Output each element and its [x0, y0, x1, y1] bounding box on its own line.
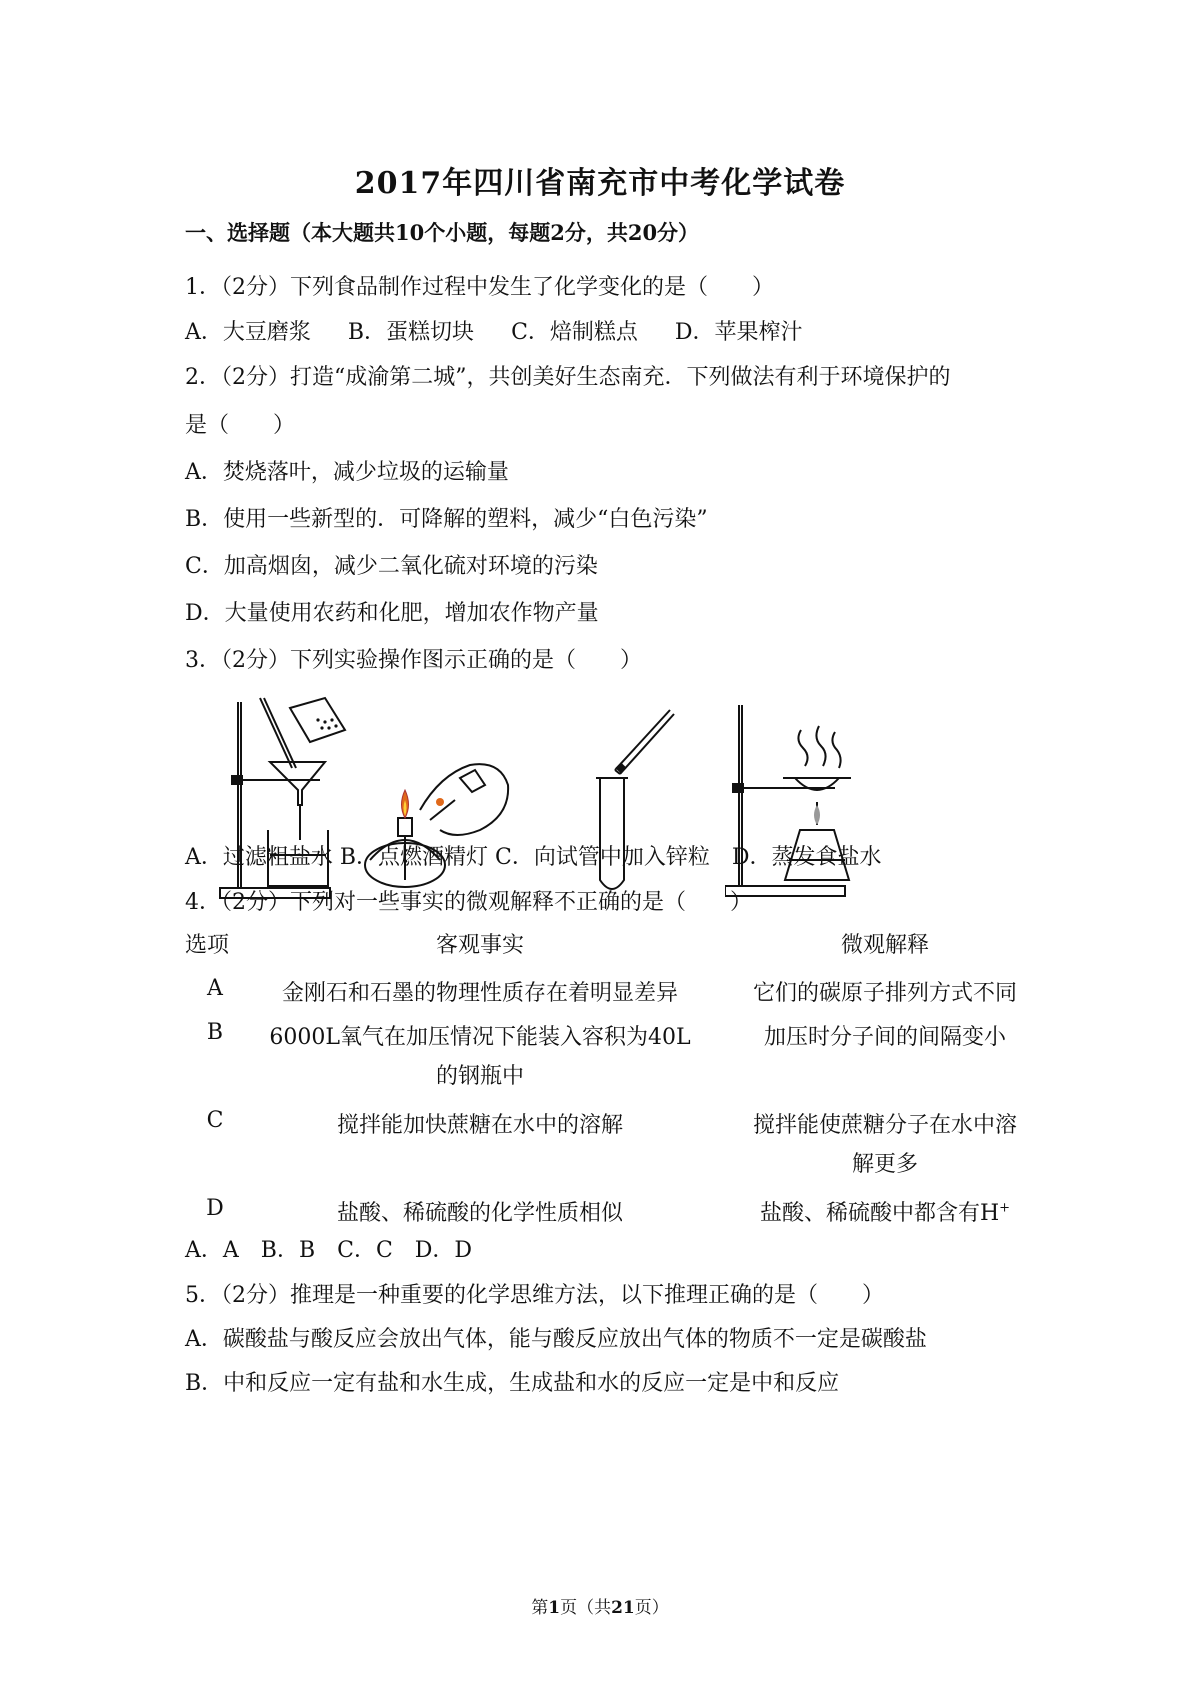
q4-stem: 4．（2分）下列对一些事实的微观解释不正确的是（ ） [185, 890, 752, 915]
footer-total-pages: 21 [611, 1598, 635, 1618]
q4-row-a-fact: 金刚石和石墨的物理性质存在着明显差异 [281, 981, 678, 1006]
q1-option-d: D．苹果榨汁 [674, 320, 803, 345]
q1-options [185, 315, 833, 346]
q1-stem: 1．（2分）下列食品制作过程中发生了化学变化的是（ ） [185, 275, 774, 300]
q4-row-d-option: D [206, 1196, 224, 1221]
q4-row-b-explain: 加压时分子间的间隔变小 [763, 1025, 1006, 1050]
filtration-apparatus-figure [210, 690, 360, 905]
test-tube-zinc-figure [560, 690, 680, 905]
q3-figures [210, 690, 960, 905]
q4-row-d-fact: 盐酸、稀硫酸的化学性质相似 [336, 1201, 623, 1226]
table-row [185, 976, 1035, 1020]
alcohol-lamp-figure [360, 690, 520, 905]
q2-option-a: A．焚烧落叶，减少垃圾的运输量 [185, 460, 509, 485]
footer-page-number: 1 [548, 1598, 561, 1618]
q4-header-fact: 客观事实 [435, 933, 524, 958]
q2-stem-line2: 是（ ） [185, 413, 296, 438]
q5-option-a: A．碳酸盐与酸反应会放出气体，能与酸反应放出气体的物质不一定是碳酸盐 [185, 1327, 927, 1352]
q4-row-d-explain [730, 1196, 1040, 1227]
q3-options: A．过滤粗盐水 B．点燃酒精灯 C．向试管中加入锌粒 D．蒸发食盐水 [185, 845, 882, 870]
q4-answers: A．A B．B C．C D．D [185, 1238, 473, 1263]
q4-row-a-option: A [207, 976, 223, 1001]
q2-option-d: D．大量使用农药和化肥，增加农作物产量 [185, 601, 599, 626]
q4-table [185, 928, 1035, 1240]
q2-option-c: C．加高烟囱，减少二氧化硫对环境的污染 [185, 554, 598, 579]
q4-header-explain: 微观解释 [840, 933, 929, 958]
q4-row-b-fact-line1: 6000L氧气在加压情况下能装入容积为40L [269, 1025, 691, 1050]
q4-row-c-fact: 搅拌能加快蔗糖在水中的溶解 [336, 1113, 623, 1138]
q2-stem-line1: 2．（2分）打造“成渝第二城”，共创美好生态南充．下列做法有利于环境保护的 [185, 365, 951, 390]
q4-row-a-explain: 它们的碳原子排列方式不同 [752, 981, 1017, 1006]
q4-row-c-explain [730, 1108, 1040, 1191]
q4-row-c-option: C [206, 1108, 224, 1133]
q2-option-b: B．使用一些新型的．可降解的塑料，减少“白色污染” [185, 507, 708, 532]
q3-stem: 3．（2分）下列实验操作图示正确的是（ ） [185, 648, 642, 673]
table-row [185, 1108, 1035, 1196]
footer-prefix: 第 [531, 1598, 549, 1618]
section-heading: 一、选择题（本大题共10个小题，每题2分，共20分） [185, 220, 700, 245]
q1-option-a: A．大豆磨浆 [185, 320, 311, 345]
q4-table-header [185, 928, 1035, 976]
q4-row-d-superscript: + [999, 1200, 1011, 1216]
page-title: 2017年四川省南充市中考化学试卷 [354, 166, 846, 201]
q4-row-d-explain-text: 盐酸、稀硫酸中都含有H [759, 1201, 1000, 1226]
q1-option-b: B．蛋糕切块 [347, 320, 475, 345]
table-row [185, 1020, 1035, 1108]
q4-row-c-explain-line1: 搅拌能使蔗糖分子在水中溶 [752, 1113, 1017, 1138]
evaporation-apparatus-figure [725, 690, 885, 905]
page-footer [0, 1593, 1200, 1618]
q4-row-c-explain-line2: 解更多 [851, 1152, 918, 1177]
footer-suffix: 页） [634, 1598, 669, 1618]
q4-row-b-option: B [206, 1020, 224, 1045]
q5-option-b: B．中和反应一定有盐和水生成，生成盐和水的反应一定是中和反应 [185, 1371, 840, 1396]
q1-option-c: C．焙制糕点 [511, 320, 638, 345]
q4-row-b-fact-line2: 的钢瓶中 [435, 1064, 524, 1089]
q5-stem: 5．（2分）推理是一种重要的化学思维方法，以下推理正确的是（ ） [185, 1283, 884, 1308]
q4-header-option: 选项 [185, 933, 230, 958]
footer-mid: 页（共 [560, 1598, 612, 1618]
q4-row-b-fact [245, 1020, 715, 1103]
